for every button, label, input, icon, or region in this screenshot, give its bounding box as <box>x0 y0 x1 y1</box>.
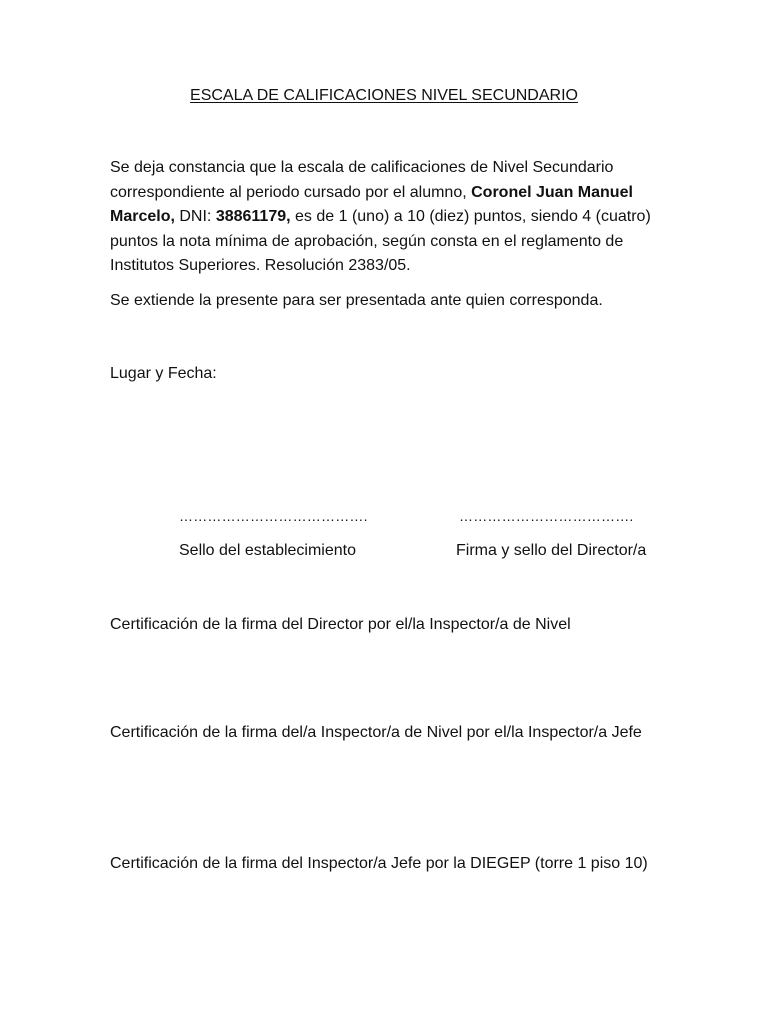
paragraph-text-intro: Se deja constancia que la escala de calificaciones de Nivel Secundario correspondiente al periodo cursado por el alumno, <box>110 159 614 201</box>
dni-number: 38861179, <box>215 208 291 225</box>
certification-inspector-chief: Certificación de la firma del Inspector/a Jefe por la DIEGEP (torre 1 piso 10) <box>110 855 648 872</box>
dni-label: DNI: <box>174 208 216 225</box>
paragraph-text-grading: es de 1 (uno) a 10 (diez) puntos, siendo 4 (cuatro) puntos la nota mínima de aprobación, según consta en el reglamento de Institutos Superiores. Resolución 2383/05. <box>110 208 651 274</box>
purpose-paragraph: Se extiende la presente para ser presentada ante quien corresponda. <box>110 292 603 309</box>
certification-director: Certificación de la firma del Director por el/la Inspector/a de Nivel <box>110 616 571 633</box>
signature-line-seal: …………………………………. <box>179 508 368 524</box>
signature-line-director: ………………………………. <box>459 508 634 524</box>
director-signature-label: Firma y sello del Director/a <box>456 542 647 559</box>
document-title: ESCALA DE CALIFICACIONES NIVEL SECUNDARIO <box>190 87 578 104</box>
seal-label: Sello del establecimiento <box>179 542 356 559</box>
student-name: Coronel Juan Manuel Marcelo, <box>110 183 633 225</box>
place-date-label: Lugar y Fecha: <box>110 365 217 382</box>
constancy-paragraph <box>110 156 670 279</box>
certification-inspector-level: Certificación de la firma del/a Inspector/a de Nivel por el/la Inspector/a Jefe <box>110 724 642 741</box>
